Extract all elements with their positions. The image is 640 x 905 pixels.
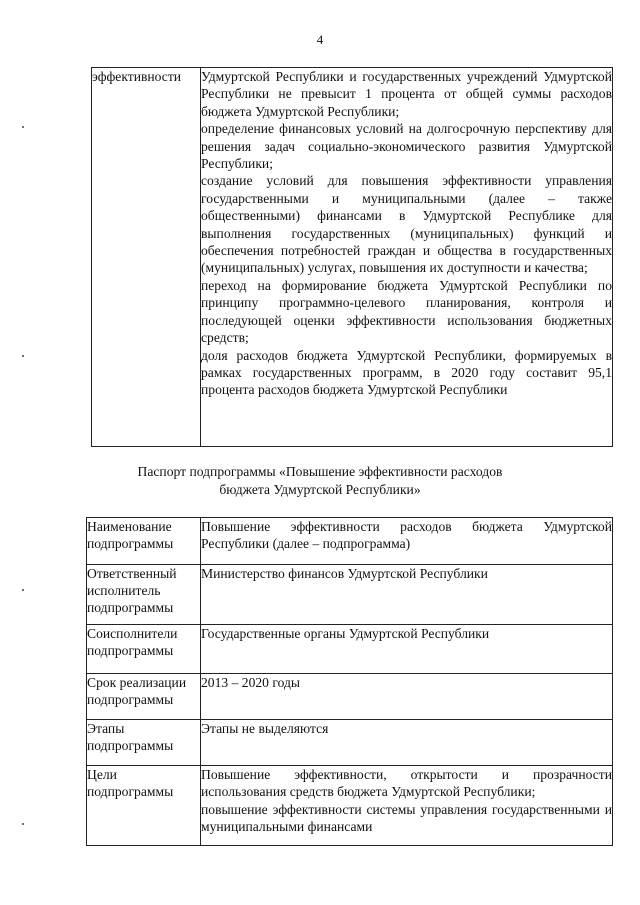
table-row	[87, 766, 613, 846]
paragraph: Повышение эффективности расходов бюджета Удмуртской Республики (далее – подпрограмма)	[201, 519, 612, 552]
row-content	[201, 720, 613, 766]
margin-dot	[22, 589, 24, 591]
row-content	[201, 565, 613, 625]
row-label: Наименование подпрограммы	[87, 518, 201, 565]
row-content	[201, 625, 613, 674]
passport-caption	[0, 463, 640, 498]
caption-line: Паспорт подпрограммы «Повышение эффективности расходов	[137, 464, 503, 479]
paragraph: переход на формирование бюджета Удмуртской Республики по принципу программно-целевого планирования, контроля и последующей оценки эффективности использования бюджетных средств;	[201, 277, 612, 346]
paragraph: повышение эффективности системы управления государственными и муниципальными финансами	[201, 801, 612, 835]
table-row	[87, 518, 613, 565]
row-label: Этапы подпрограммы	[87, 720, 201, 766]
row-content	[201, 518, 613, 565]
table-row	[87, 565, 613, 625]
page-number: 4	[316, 32, 324, 47]
row-label: Цели подпрограммы	[87, 766, 201, 846]
paragraph: Повышение эффективности, открытости и прозрачности использования средств бюджета Удмуртской Республики;	[201, 767, 612, 800]
row-content	[201, 674, 613, 720]
table-row	[92, 68, 613, 447]
row-label: Ответственный исполнитель подпрограммы	[87, 565, 201, 625]
row-label: Соисполнители подпрограммы	[87, 625, 201, 674]
table-row	[87, 625, 613, 674]
margin-dot	[22, 823, 24, 825]
paragraph: Министерство финансов Удмуртской Республики	[201, 566, 488, 581]
paragraph: Государственные органы Удмуртской Республики	[201, 626, 490, 641]
goals-table	[91, 67, 613, 447]
paragraph: Этапы не выделяются	[201, 721, 329, 736]
margin-dot	[22, 355, 24, 357]
paragraph: создание условий для повышения эффективности управления государственными и муниципальными (далее – также общественными) финансами в Удмуртской Республике для выполнения государственных (муниципальных) функций и обеспечения потребностей граждан и общества в государственных (муниципальных) услугах, повышения их доступности и качества;	[201, 173, 612, 276]
paragraph: определение финансовых условий на долгосрочную перспективу для решения задач социально-экономического развития Удмуртской Республики;	[201, 121, 612, 172]
row-label: эффективности	[92, 68, 201, 447]
margin-dot	[22, 126, 24, 128]
paragraph: доля расходов бюджета Удмуртской Республики, формируемых в рамках государственных программ, в 2020 году составит 95,1 процента расходов бюджета Удмуртской Республики	[201, 347, 612, 398]
table-row	[87, 674, 613, 720]
table-row	[87, 720, 613, 766]
row-content	[201, 766, 613, 846]
passport-table	[86, 517, 613, 846]
caption-line: бюджета Удмуртской Республики»	[219, 481, 421, 497]
paragraph: 2013 – 2020 годы	[201, 675, 301, 690]
paragraph: Удмуртской Республики и государственных учреждений Удмуртской Республики не превысит 1 процента от общей суммы расходов бюджета Удмуртской Республики;	[201, 69, 612, 119]
row-label: Срок реализации подпрограммы	[87, 674, 201, 720]
row-content	[201, 68, 613, 447]
